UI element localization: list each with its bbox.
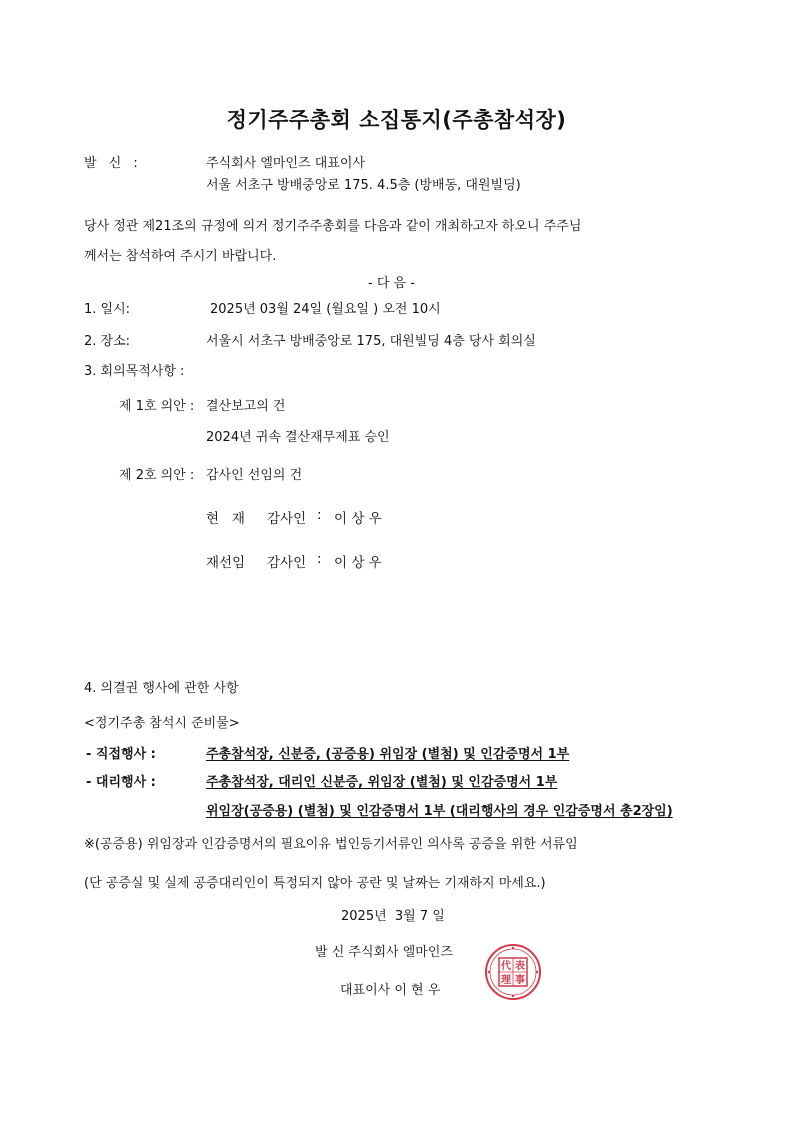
proxy-label: - 대리행사 : bbox=[86, 775, 156, 790]
ceo-name: 대표이사 이 현 우 bbox=[340, 983, 441, 998]
reelected-auditor-colon: : bbox=[317, 551, 322, 567]
company-seal-stamp bbox=[483, 940, 543, 1004]
direct-label: - 직접행사 : bbox=[86, 747, 156, 762]
sender-address: 서울 서초구 방배중앙로 175. 4.5층 (방배동, 대원빌딩) bbox=[206, 178, 521, 193]
item4-label: 4. 의결권 행사에 관한 사항 bbox=[84, 681, 239, 696]
svg-text:表: 表 bbox=[515, 961, 525, 972]
item2-value: 서울시 서초구 방배중앙로 175, 대원빌딩 4층 당사 회의실 bbox=[206, 334, 536, 349]
reelected-auditor-role: 재선임 bbox=[206, 555, 246, 571]
item1-label: 1. 일시: bbox=[84, 302, 131, 317]
note-leave-blank: (단 공증실 및 실제 공증대리인이 특정되지 않아 공란 및 날짜는 기재하지 마세요.) bbox=[84, 876, 546, 891]
note-notary-reason: ※(공증용) 위임장과 인감증명서의 필요이유 법인등기서류인 의사록 공증을 위한 서류임 bbox=[84, 837, 578, 852]
current-auditor-title: 감사인 bbox=[267, 511, 307, 527]
agenda1-detail: 2024년 귀속 결산재무제표 승인 bbox=[206, 430, 390, 445]
agenda1-label: 제 1호 의안 : bbox=[119, 399, 195, 414]
agenda2-title: 감사인 선임의 건 bbox=[206, 468, 303, 483]
svg-text:理: 理 bbox=[501, 975, 511, 986]
current-auditor-colon: : bbox=[317, 507, 322, 523]
svg-text:代: 代 bbox=[501, 961, 511, 972]
issuer-company: 발 신 주식회사 엘마인즈 bbox=[315, 945, 453, 960]
proxy-value-2: 위임장(공증용) (별첨) 및 인감증명서 1부 (대리행사의 경우 인감증명서 총2장임) bbox=[206, 804, 673, 819]
item2-label: 2. 장소: bbox=[84, 334, 131, 349]
prep-heading: <정기주총 참석시 준비물> bbox=[84, 716, 240, 731]
reelected-auditor-name: 이 상 우 bbox=[334, 555, 382, 571]
intro-line-1: 당사 정관 제21조의 규정에 의거 정기주주총회를 다음과 같이 개최하고자 하오니 주주님 bbox=[84, 219, 582, 234]
reelected-auditor-title: 감사인 bbox=[267, 555, 307, 571]
agenda1-title: 결산보고의 건 bbox=[206, 399, 286, 414]
sender-label: 발 신 : bbox=[84, 156, 142, 171]
item1-value: 2025년 03월 24일 (월요일 ) 오전 10시 bbox=[210, 302, 441, 317]
svg-text:事: 事 bbox=[515, 975, 525, 986]
intro-line-2: 께서는 참석하여 주시기 바랍니다. bbox=[84, 249, 277, 264]
current-auditor-role: 현 재 bbox=[206, 511, 245, 527]
proxy-value-1: 주총참석장, 대리인 신분증, 위임장 (별첨) 및 인감증명서 1부 bbox=[206, 775, 558, 790]
agenda2-label: 제 2호 의안 : bbox=[119, 468, 195, 483]
da-eum-heading: - 다 음 - bbox=[368, 276, 415, 291]
sender-company: 주식회사 엘마인즈 대표이사 bbox=[206, 156, 365, 171]
document-title: 정기주주총회 소집통지(주총참석장) bbox=[226, 108, 567, 132]
direct-value: 주총참석장, 신분증, (공증용) 위임장 (별첨) 및 인감증명서 1부 bbox=[206, 747, 570, 762]
issue-date: 2025년 3월 7 일 bbox=[341, 909, 445, 924]
item3-label: 3. 회의목적사항 : bbox=[84, 364, 185, 379]
current-auditor-name: 이 상 우 bbox=[334, 511, 382, 527]
